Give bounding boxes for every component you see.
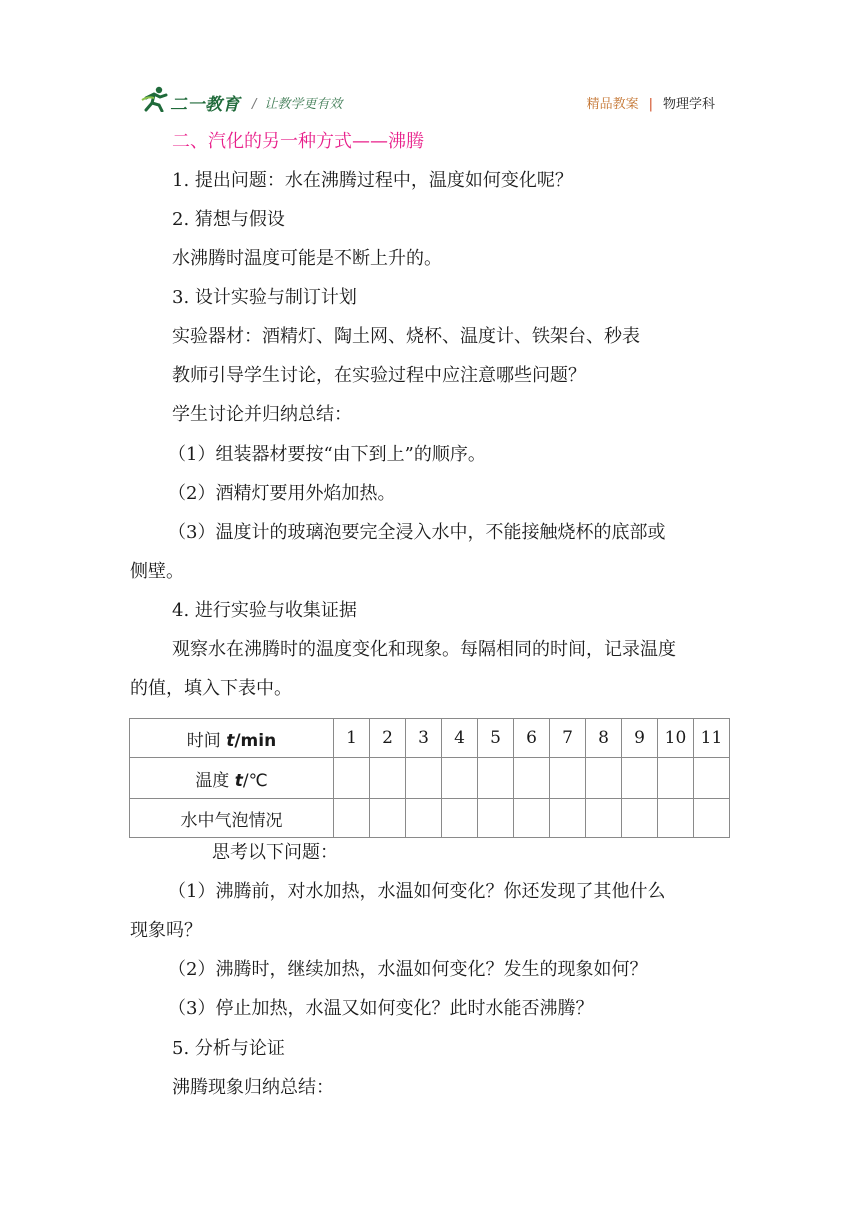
page-header: [140, 84, 715, 118]
note-2: （2）酒精灯要用外焰加热。: [168, 483, 396, 504]
tag-lesson-plan: 精品教案: [586, 97, 639, 112]
table-cell: [622, 758, 658, 799]
table-cell: [334, 799, 370, 838]
table-cell: [586, 758, 622, 799]
table-cell: [586, 799, 622, 838]
step-5-heading: 5. 分析与论证: [172, 1038, 285, 1059]
note-3-line-1: （3）温度计的玻璃泡要完全浸入水中，不能接触烧杯的底部或: [168, 522, 666, 543]
table-cell: [550, 799, 586, 838]
tag-subject: 物理学科: [662, 97, 715, 112]
think-q3: （3）停止加热，水温又如何变化？此时水能否沸腾？: [168, 998, 594, 1019]
observation-line-2: 的值，填入下表中。: [130, 678, 292, 699]
slogan-text: 让教学更有效: [264, 97, 343, 112]
row-header-temperature: 温度 t/℃: [130, 758, 334, 799]
col-7: 7: [550, 719, 586, 758]
col-10: 10: [658, 719, 694, 758]
header-tags: 精品教案 | 物理学科: [586, 97, 715, 112]
table-cell: [406, 758, 442, 799]
col-4: 4: [442, 719, 478, 758]
table-cell: [694, 799, 730, 838]
table-cell: [334, 758, 370, 799]
table-row-bubbles: [130, 799, 730, 838]
think-heading: 思考以下问题：: [212, 842, 338, 863]
observation-line-1: 观察水在沸腾时的温度变化和现象。每隔相同的时间，记录温度: [172, 639, 676, 660]
step-4-heading: 4. 进行实验与收集证据: [172, 600, 357, 621]
table-row-time: [130, 719, 730, 758]
table-row-temperature: [130, 758, 730, 799]
runner-icon: [140, 86, 172, 112]
table-cell: [514, 758, 550, 799]
step-3-heading: 3. 设计实验与制订计划: [172, 287, 357, 308]
col-5: 5: [478, 719, 514, 758]
note-3-line-2: 侧壁。: [130, 561, 184, 582]
table-cell: [370, 799, 406, 838]
row-header-time: 时间 t/min: [130, 719, 334, 758]
summary-text: 沸腾现象归纳总结：: [172, 1077, 334, 1098]
table-cell: [658, 799, 694, 838]
data-table: [129, 718, 730, 838]
row-header-bubbles: 水中气泡情况: [130, 799, 334, 838]
col-11: 11: [694, 719, 730, 758]
think-q2: （2）沸腾时，继续加热，水温如何变化？发生的现象如何？: [168, 959, 648, 980]
think-q1-line-2: 现象吗？: [130, 920, 202, 941]
col-3: 3: [406, 719, 442, 758]
col-9: 9: [622, 719, 658, 758]
col-6: 6: [514, 719, 550, 758]
table-cell: [406, 799, 442, 838]
teacher-guide-text: 教师引导学生讨论，在实验过程中应注意哪些问题？: [172, 365, 586, 386]
table-cell: [658, 758, 694, 799]
col-2: 2: [370, 719, 406, 758]
header-slogan: / 让教学更有效: [252, 97, 343, 112]
col-1: 1: [334, 719, 370, 758]
col-8: 8: [586, 719, 622, 758]
table-cell: [478, 799, 514, 838]
table-cell: [442, 758, 478, 799]
think-q1-line-1: （1）沸腾前，对水加热，水温如何变化？你还发现了其他什么: [168, 881, 666, 902]
step-1-question: 1. 提出问题：水在沸腾过程中，温度如何变化呢？: [172, 170, 573, 191]
discussion-text: 学生讨论并归纳总结：: [172, 404, 352, 425]
note-1: （1）组装器材要按“由下到上”的顺序。: [168, 444, 486, 465]
logo-text: 二一教育: [170, 95, 240, 115]
table-cell: [694, 758, 730, 799]
materials-text: 实验器材：酒精灯、陶土网、烧杯、温度计、铁架台、秒表: [172, 326, 640, 347]
table-cell: [370, 758, 406, 799]
hypothesis-text: 水沸腾时温度可能是不断上升的。: [172, 248, 442, 269]
table-cell: [550, 758, 586, 799]
table-cell: [442, 799, 478, 838]
step-2-heading: 2. 猜想与假设: [172, 209, 285, 230]
table-cell: [622, 799, 658, 838]
table-cell: [514, 799, 550, 838]
section-title: 二、汽化的另一种方式——沸腾: [172, 131, 424, 152]
brand-logo: [140, 84, 258, 114]
table-cell: [478, 758, 514, 799]
